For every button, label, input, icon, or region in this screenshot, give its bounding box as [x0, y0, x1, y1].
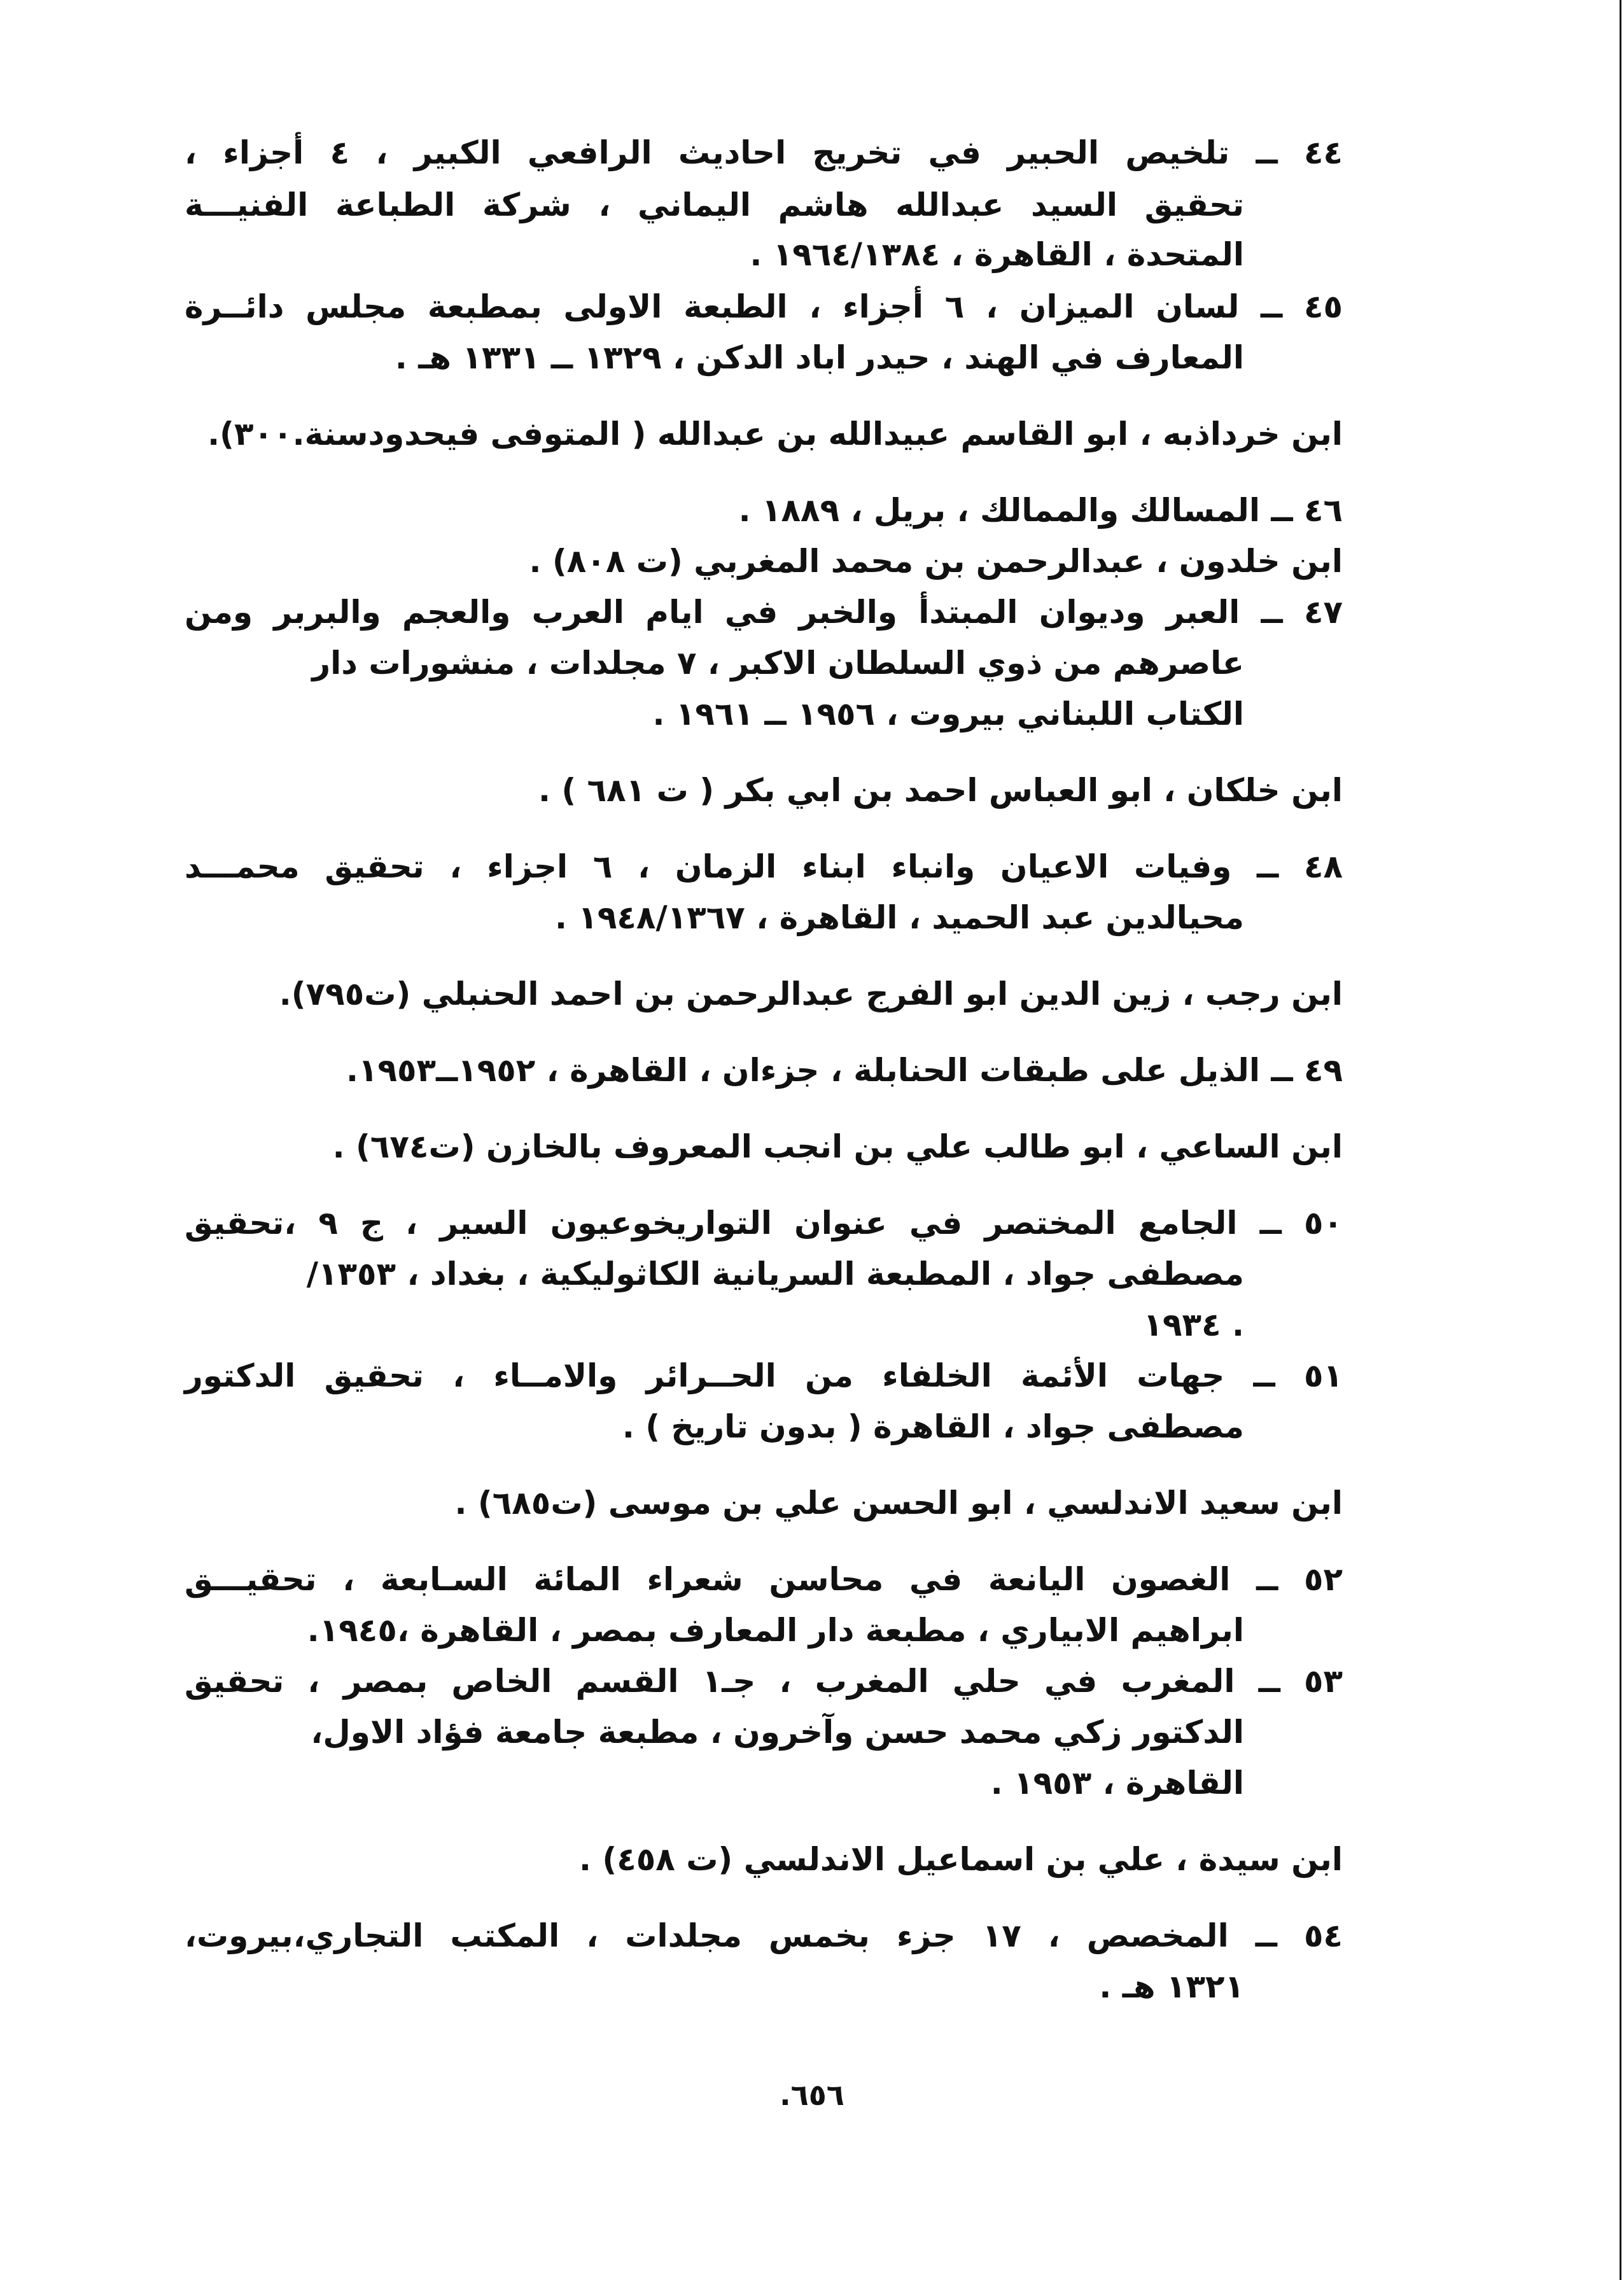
entry-50-line-3: ١٩٣٤ .: [1143, 1306, 1244, 1343]
entry-50-line-2: مصطفى جواد ، المطبعة السريانية الكاثوليكية ، بغداد ، ١٣٥٣/: [306, 1255, 1244, 1292]
author-heading-ibn-khaldun: ابن خلدون ، عبدالرحمن بن محمد المغربي (ت ٨٠٨) .: [529, 543, 1343, 580]
author-heading-ibn-al-sai: ابن الساعي ، ابو طالب علي بن انجب المعروف بالخازن (ت٦٧٤) .: [332, 1128, 1343, 1165]
entry-49-line-1: ٤٩ ــ الذيل على طبقات الحنابلة ، جزءان ، القاهرة ، ١٩٥٢ــ١٩٥٣.: [346, 1052, 1343, 1089]
author-heading-ibn-rajab: ابن رجب ، زين الدين ابو الفرج عبدالرحمن بن احمد الحنبلي (ت٧٩٥).: [279, 976, 1343, 1012]
entry-47-line-1: ٤٧ ــ العبر وديوان المبتدأ والخبر في ايام العرب والعجم والبربر ومن: [185, 594, 1343, 631]
page-number: ٦٥٦.: [780, 2078, 844, 2112]
entry-44-line-1: ٤٤ ــ تلخيص الحبير في تخريج احاديث الرافعي الكبير ، ٤ أجزاء ،: [185, 134, 1343, 171]
entry-46-line-1: ٤٦ ــ المسالك والممالك ، بريل ، ١٨٨٩ .: [738, 492, 1343, 529]
entry-45-line-2: المعارف في الهند ، حيدر اباد الدكن ، ١٣٢٩ ــ ١٣٣١ هـ .: [395, 339, 1244, 376]
author-heading-ibn-sida: ابن سيدة ، علي بن اسماعيل الاندلسي (ت ٤٥٨) .: [578, 1841, 1343, 1878]
entry-51-line-1: ٥١ ــ جهات الأئمة الخلفاء من الحــرائر والامــاء ، تحقيق الدكتور: [185, 1357, 1343, 1394]
entry-44-line-3: المتحدة ، القاهرة ، ١٩٦٤/١٣٨٤ .: [750, 236, 1244, 273]
entry-48-line-1: ٤٨ ــ وفيات الاعيان وانباء ابناء الزمان ، ٦ اجزاء ، تحقيق محمـــد: [185, 848, 1343, 885]
entry-47-line-3: الكتاب اللبناني بيروت ، ١٩٥٦ ــ ١٩٦١ .: [652, 696, 1244, 732]
entry-54-line-2: ١٣٢١ هـ .: [1099, 1968, 1244, 2005]
entry-48-line-2: محيالدين عبد الحميد ، القاهرة ، ١٩٤٨/١٣٦٧ .: [554, 899, 1244, 936]
entry-52-line-2: ابراهيم الابياري ، مطبعة دار المعارف بمصر ، القاهرة ،١٩٤٥.: [307, 1612, 1244, 1649]
entry-51-line-2: مصطفى جواد ، القاهرة ( بدون تاريخ ) .: [622, 1408, 1244, 1445]
author-heading-ibn-khallikan: ابن خلكان ، ابو العباس احمد بن ابي بكر ( ت ٦٨١ ) .: [538, 772, 1343, 809]
page-edge-line: [1620, 0, 1621, 2280]
entry-54-line-1: ٥٤ ــ المخصص ، ١٧ جزء بخمس مجلدات ، المكتب التجاري،بيروت،: [185, 1917, 1343, 1954]
entry-52-line-1: ٥٢ ــ الغصون اليانعة في محاسن شعراء المائة السـابعة ، تحقيـــق: [185, 1561, 1343, 1598]
entry-53-line-2: الدكتور زكي محمد حسن وآخرون ، مطبعة جامعة فؤاد الاول،: [311, 1714, 1244, 1751]
entry-50-line-1: ٥٠ ــ الجامع المختصر في عنوان التواريخوعيون السير ، ج ٩ ،تحقيق: [185, 1205, 1343, 1241]
author-heading-ibn-said: ابن سعيد الاندلسي ، ابو الحسن علي بن موسى (ت٦٨٥) .: [454, 1485, 1343, 1521]
author-heading-ibn-khurradadhbih: ابن خرداذبه ، ابو القاسم عبيدالله بن عبدالله ( المتوفى فيحدودسنة.٣٠٠).: [207, 416, 1343, 452]
entry-44-line-2: تحقيق السيد عبدالله هاشم اليماني ، شركة الطباعة الفنيـــة: [185, 186, 1244, 223]
entry-53-line-1: ٥٣ ــ المغرب في حلي المغرب ، جـ١ القسم الخاص بمصر ، تحقيق: [185, 1663, 1343, 1700]
entry-53-line-3: القاهرة ، ١٩٥٣ .: [990, 1765, 1244, 1801]
entry-45-line-1: ٤٥ ــ لسان الميزان ، ٦ أجزاء ، الطبعة الاولى بمطبعة مجلس دائــرة: [185, 288, 1343, 325]
entry-47-line-2: عاصرهم من ذوي السلطان الاكبر ، ٧ مجلدات ، منشورات دار: [312, 645, 1244, 682]
